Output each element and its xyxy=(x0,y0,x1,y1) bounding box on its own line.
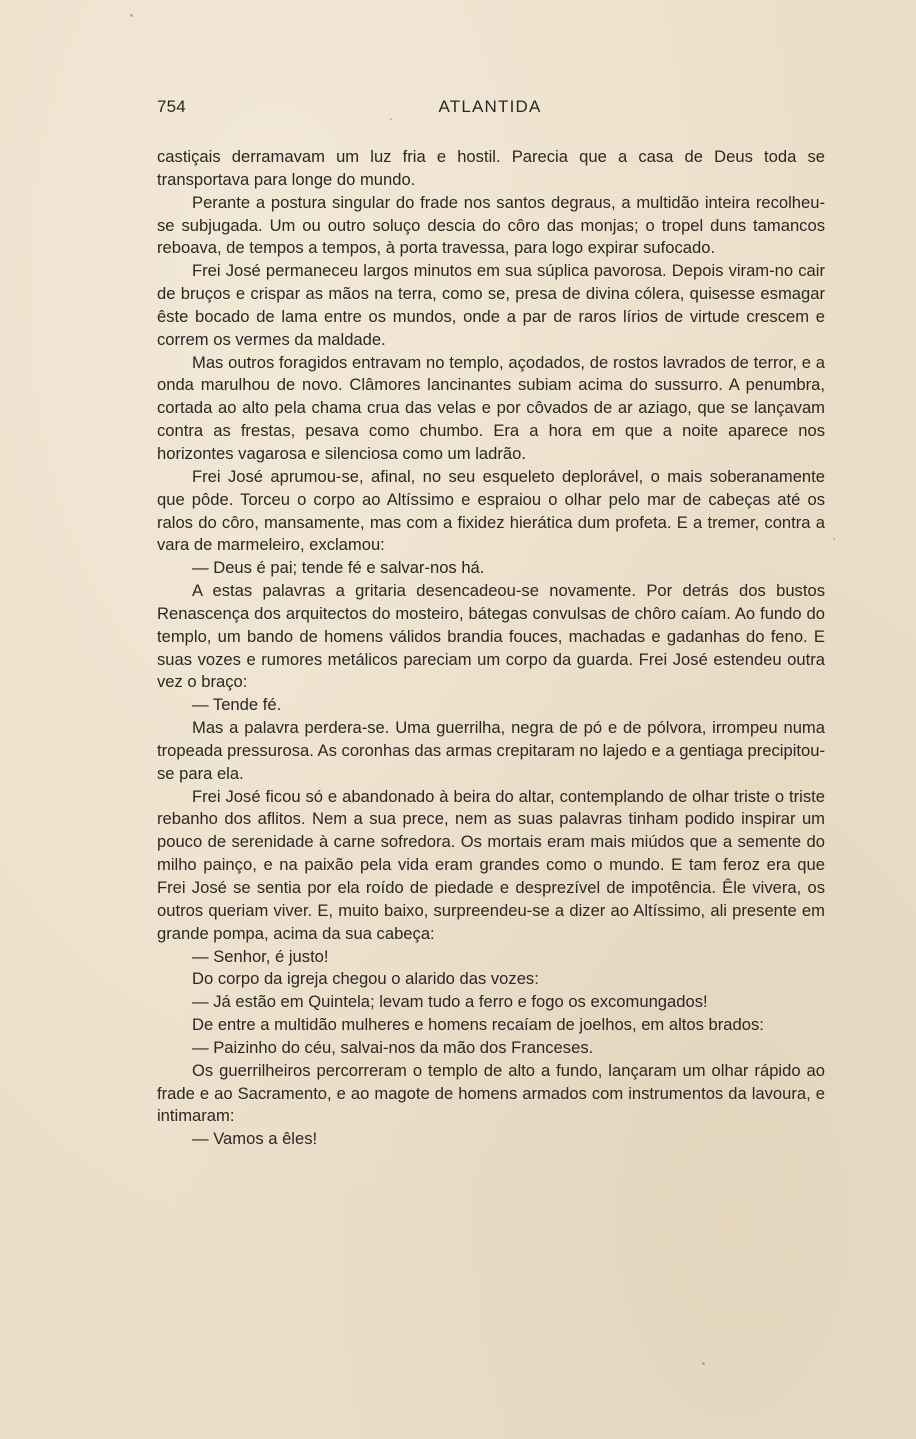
paper-speck xyxy=(702,1362,705,1365)
dialogue-line: — Tende fé. xyxy=(192,695,282,715)
body-text xyxy=(157,146,825,1151)
paragraph: Do corpo da igreja chegou o alarido das vozes: xyxy=(192,969,539,989)
paper-speck xyxy=(130,14,133,17)
paragraph: Frei José aprumou-se, afinal, no seu esqueleto deplorável, o mais soberanamente que pôde. Torceu o corpo ao Altíssimo e espraiou o olhar pelo mar de cabeças até os ralos do côro, mansamente, mas com a fixidez hierática dum profeta. E a tremer, contra a vara de marmeleiro, exclamou: xyxy=(157,466,825,555)
page-header xyxy=(157,97,823,121)
paper-speck xyxy=(833,538,835,540)
page-number: 754 xyxy=(157,97,186,116)
paragraph: Perante a postura singular do frade nos santos degraus, a multidão inteira recolheu-se subjugada. Um ou outro soluço descia do côro das monjas; o tropel duns tamancos reboava, de tempos a tempos, à porta travessa, para logo expirar sufocado. xyxy=(157,192,825,258)
paragraph: Frei José ficou só e abandonado à beira do altar, contemplando de olhar triste o triste rebanho dos aflitos. Nem a sua prece, nem as suas palavras tinham podido inspirar um pouco de serenidade à carne sofredora. Os mortais eram mais miúdos que a semente do milho painço, e na paixão pela vida eram grandes como o mundo. E tam feroz era que Frei José se sentia por ela roído de piedade e desprezível de impotência. Êle vivera, os outros queriam viver. E, muito baixo, surpreendeu-se a dizer ao Altíssimo, ali presente em grande pompa, acima da sua cabeça: xyxy=(157,786,825,943)
running-title: ATLANTIDA xyxy=(438,97,542,116)
dialogue-line: — Paizinho do céu, salvai-nos da mão dos Franceses. xyxy=(192,1037,594,1057)
paragraph: A estas palavras a gritaria desencadeou-se novamente. Por detrás dos bustos Renascença dos arquitectos do mosteiro, bátegas convulsas de chôro caíam. Ao fundo do templo, um bando de homens válidos brandia fouces, machadas e gadanhas do feno. E suas vozes e rumores metálicos pareciam um corpo da guarda. Frei José estendeu outra vez o braço: xyxy=(157,581,825,692)
dialogue-line: — Deus é pai; tende fé e salvar-nos há. xyxy=(192,558,485,578)
dialogue-line: — Senhor, é justo! xyxy=(192,946,329,966)
paragraph: castiçais derramavam um luz fria e hostil. Parecia que a casa de Deus toda se transportava para longe do mundo. xyxy=(157,147,825,189)
paragraph: Os guerrilheiros percorreram o templo de alto a fundo, lançaram um olhar rápido ao frade e ao Sacramento, e ao magote de homens armados com instrumentos da lavoura, e intimaram: xyxy=(157,1060,825,1126)
paragraph: Mas outros foragidos entravam no templo, açodados, de rostos lavrados de terror, e a onda marulhou de novo. Clâmores lancinantes subiam acima do sussurro. A penumbra, cortada ao alto pela chama crua das velas e por côvados de ar aziago, que se lançavam contra as frestas, pesava como chumbo. Era a hora em que a noite aparece nos horizontes vagarosa e silenciosa como um ladrão. xyxy=(157,352,825,463)
paragraph: Mas a palavra perdera-se. Uma guerrilha, negra de pó e de pólvora, irrompeu numa tropeada pressurosa. As coronhas das armas crepitaram no lajedo e a gentiaga precipitou-se para ela. xyxy=(157,718,825,783)
dialogue-line: — Já estão em Quintela; levam tudo a ferro e fogo os excomungados! xyxy=(192,992,708,1012)
paper-speck xyxy=(390,118,392,120)
paragraph: Frei José permaneceu largos minutos em sua súplica pavorosa. Depois viram-no cair de bruços e crispar as mãos na terra, como se, presa de divina cólera, quisesse esmagar êste bocado de lama entre os mundos, onde a par de raros lírios de virtude crescem e correm os vermes da maldade. xyxy=(157,261,825,349)
paragraph: De entre a multidão mulheres e homens recaíam de joelhos, em altos brados: xyxy=(192,1015,764,1035)
dialogue-line: — Vamos a êles! xyxy=(192,1129,318,1149)
